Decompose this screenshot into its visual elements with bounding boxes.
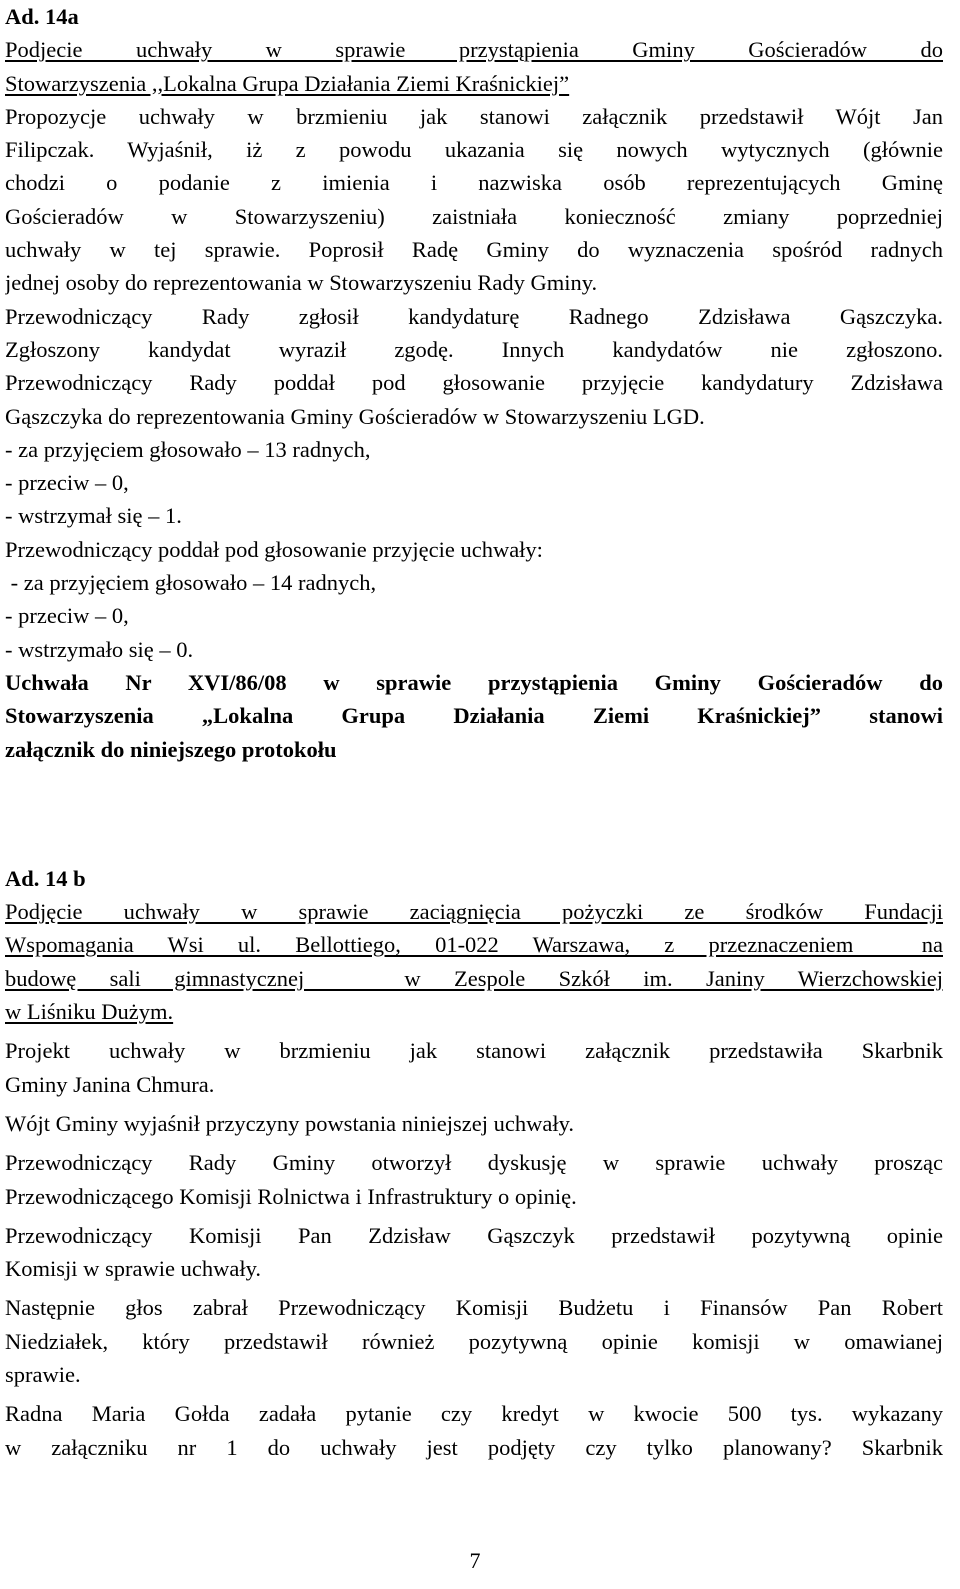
body-line: Przewodniczący Rady zgłosił kandydaturę Radnego Zdzisława Gąszczyka. (5, 303, 943, 329)
paragraph (5, 1219, 943, 1286)
paragraph (5, 1107, 943, 1140)
body-line: Przewodniczący Rady poddał pod głosowanie przyjęcie kandydatury Zdzisława (5, 370, 943, 396)
subject-line: Podjęcie uchwały w sprawie zaciągnięcia pożyczki ze środków Fundacji (5, 899, 943, 925)
paragraph-line: Wójt Gminy wyjaśnił przyczyny powstania niniejszej uchwały. (5, 1110, 575, 1136)
subject-line: Podjecie uchwały w sprawie przystąpienia Gminy Gościeradów do (5, 37, 943, 63)
paragraph-line: Radna Maria Gołda zadała pytanie czy kredyt w kwocie 500 tys. wykazany (5, 1401, 943, 1427)
body-line: Filipczak. Wyjaśnił, iż z powodu ukazania się nowych wytycznych (głównie (5, 137, 943, 163)
paragraph-line: sprawie. (5, 1361, 81, 1387)
vote-line: - za przyjęciem głosowało – 13 radnych, (5, 436, 371, 462)
vote-line: - wstrzymało się – 0. (5, 636, 194, 662)
subject-line: Wspomagania Wsi ul. Bellottiego, 01-022 Warszawa, z przeznaczeniem na (5, 932, 943, 958)
paragraph (5, 1291, 943, 1391)
subject-line: w Liśniku Dużym. (5, 999, 174, 1025)
paragraph-line: Komisji w sprawie uchwały. (5, 1256, 261, 1282)
vote-line: - przeciw – 0, (5, 603, 129, 629)
body-line: jednej osoby do reprezentowania w Stowarzyszeniu Rady Gminy. (5, 270, 598, 296)
vote-intro: Przewodniczący poddał pod głosowanie przyjęcie uchwały: (5, 536, 543, 562)
paragraph-line: Niedziałek, który przedstawił również pozytywną opinie komisji w omawianej (5, 1328, 943, 1354)
vote-line: - wstrzymał się – 1. (5, 503, 182, 529)
paragraph (5, 1397, 943, 1464)
page-number: 7 (469, 1548, 481, 1573)
paragraph-line: Projekt uchwały w brzmieniu jak stanowi załącznik przedstawiła Skarbnik (5, 1038, 943, 1064)
paragraph-line: Następnie głos zabrał Przewodniczący Komisji Budżetu i Finansów Pan Robert (5, 1295, 943, 1321)
subject-line: budowę sali gimnastycznej w Zespole Szkół im. Janiny Wierzchowskiej (5, 965, 943, 991)
body-line: Gościeradów w Stowarzyszeniu) zaistniała konieczność zmiany poprzedniej (5, 203, 943, 229)
body-line: Zgłoszony kandydat wyraził zgodę. Innych kandydatów nie zgłoszono. (5, 336, 943, 362)
subject-line: Stowarzyszenia ,,Lokalna Grupa Działania Ziemi Kraśnickiej” (5, 70, 570, 96)
body-line: Propozycje uchwały w brzmieniu jak stanowi załącznik przedstawił Wójt Jan (5, 103, 943, 129)
section-spacer (5, 766, 943, 862)
body-line: uchwały w tej sprawie. Poprosił Radę Gminy do wyznaczenia spośród radnych (5, 237, 943, 263)
paragraph (5, 1146, 943, 1213)
paragraph-line: Przewodniczący Komisji Pan Zdzisław Gąszczyk przedstawił pozytywną opinie (5, 1222, 943, 1248)
section-heading-14a: Ad. 14a (5, 4, 79, 29)
vote-line: - przeciw – 0, (5, 470, 129, 496)
resolution-line: Uchwała Nr XVI/86/08 w sprawie przystąpienia Gminy Gościeradów do (5, 669, 943, 695)
paragraph (5, 1034, 943, 1101)
document-page (5, 0, 943, 1464)
body-line: Gąszczyka do reprezentowania Gminy Gościeradów w Stowarzyszeniu LGD. (5, 403, 705, 429)
body-line: chodzi o podanie z imienia i nazwiska osób reprezentujących Gminę (5, 170, 943, 196)
paragraph-line: Przewodniczącego Komisji Rolnictwa i Infrastruktury o opinię. (5, 1183, 577, 1209)
resolution-line: załącznik do niniejszego protokołu (5, 736, 337, 762)
vote-line: - za przyjęciem głosowało – 14 radnych, (5, 570, 377, 596)
resolution-line: Stowarzyszenia „Lokalna Grupa Działania Ziemi Kraśnickiej” stanowi (5, 703, 943, 729)
section-heading-14b: Ad. 14 b (5, 865, 86, 891)
paragraph-line: Gminy Janina Chmura. (5, 1071, 215, 1097)
paragraph-line: w załączniku nr 1 do uchwały jest podjęty czy tylko planowany? Skarbnik (5, 1434, 943, 1460)
paragraph-line: Przewodniczący Rady Gminy otworzył dyskusję w sprawie uchwały prosząc (5, 1150, 943, 1176)
